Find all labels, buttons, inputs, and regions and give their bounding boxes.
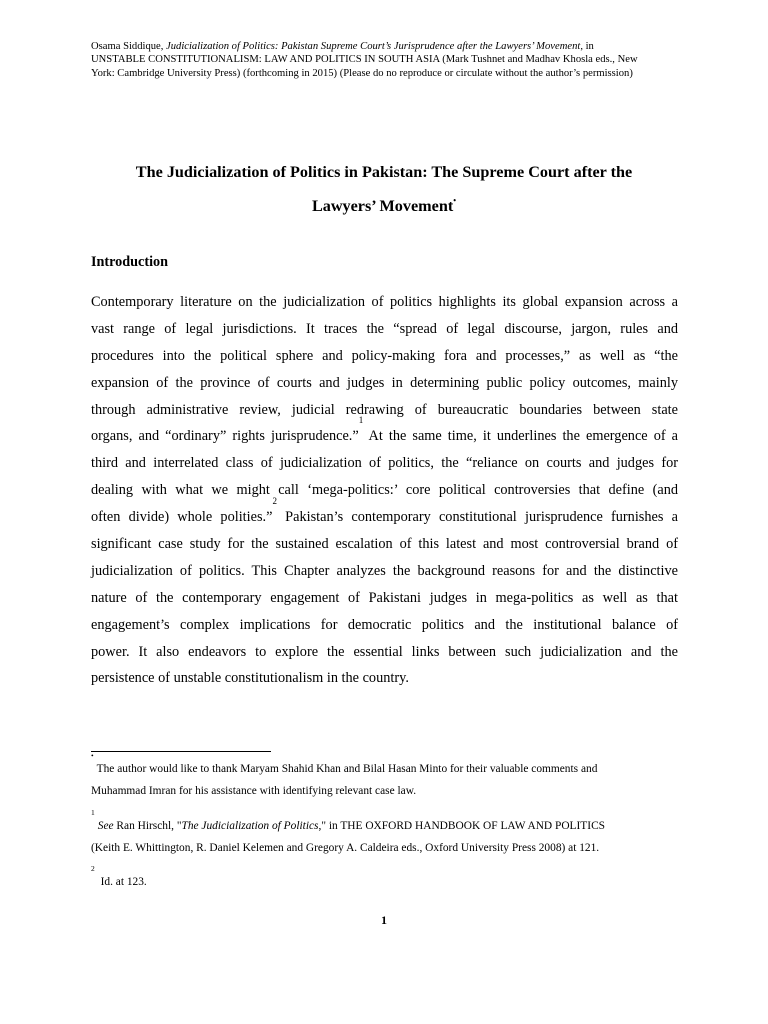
footnote-signal: See: [97, 820, 114, 832]
footnote-cited-title: The Judicialization of Politics: [181, 820, 319, 832]
footnote-author: Ran Hirschl, ": [113, 820, 182, 832]
body-line: persistence of unstable constitutionalism in the country.: [91, 670, 409, 687]
footnote-divider: [91, 751, 271, 752]
body-text-segment: At the same time, it underlines the emergence of a: [363, 428, 679, 445]
footnote-text: ," in THE OXFORD HANDBOOK OF LAW AND POLITICS: [318, 820, 605, 832]
citation-line-3: York: Cambridge University Press) (forthcoming in 2015) (Please do no reproduce or circulate without the author’s permission): [91, 67, 633, 79]
page-number: 1: [381, 913, 387, 927]
body-line: procedures into the political sphere and policy-making fora and processes,” as well as “the: [91, 347, 678, 364]
chapter-title-line-2-text: Lawyers’ Movement: [311, 197, 454, 215]
citation-line-2: UNSTABLE CONSTITUTIONALISM: LAW AND POLITICS IN SOUTH ASIA (Mark Tushnet and Madhav Khosla eds., New: [91, 54, 638, 66]
body-line: through administrative review, judicial redrawing of bureaucratic boundaries between state: [91, 401, 678, 418]
body-line: expansion of the province of courts and judges in determining public policy outcomes, mainly: [91, 374, 678, 391]
body-line: significant case study for the sustained escalation of this latest and most controversial brand of: [91, 536, 678, 553]
body-line: third and interrelated class of judicialization of politics, the “reliance on courts and judges for: [91, 455, 678, 472]
footnote-ref-1[interactable]: 1: [358, 415, 364, 426]
chapter-title-line-2: [60, 197, 708, 216]
body-line: engagement’s complex implications for democratic politics and the institutional balance of: [91, 616, 678, 633]
body-line: [91, 415, 679, 450]
footnote-marker: 2: [91, 864, 95, 873]
citation-line-1-tail: , in: [580, 41, 594, 52]
body-text-segment: Pakistan’s contemporary constitutional jurisprudence furnishes a: [276, 509, 678, 526]
footnote-text: The author would like to thank Maryam Shahid Khan and Bilal Hasan Minto for their valuable comments and: [96, 763, 598, 775]
citation-header: [91, 40, 681, 80]
citation-title: Judicialization of Politics: Pakistan Supreme Court’s Jurisprudence after the Lawyers’ Movement: [166, 41, 581, 52]
footnote-text: Id. at 123.: [97, 876, 147, 888]
footnote-2: [91, 864, 681, 893]
body-text-segment: often divide) whole polities.”: [91, 509, 273, 526]
footnote-1: [91, 808, 681, 859]
body-line: nature of the contemporary engagement of Pakistani judges in mega-politics as well as that: [91, 589, 678, 606]
footnote-marker: •: [91, 751, 94, 760]
citation-author: Osama Siddique,: [91, 41, 167, 52]
body-line: Contemporary literature on the judicialization of politics highlights its global expansion across a: [91, 294, 678, 310]
body-line: power. It also endeavors to explore the essential links between such judicialization and the: [91, 643, 678, 660]
footnote-line: Muhammad Imran for his assistance with identifying relevant case law.: [91, 785, 417, 797]
footnote-ref-2[interactable]: 2: [272, 496, 277, 507]
body-paragraph: [91, 289, 678, 692]
citation-line-1: [91, 40, 681, 53]
footnote-line: (Keith E. Whittington, R. Daniel Kelemen and Gregory A. Caldeira eds., Oxford University Press 2008) at 121.: [91, 842, 600, 854]
footnote-acknowledgement: [91, 751, 681, 802]
body-line: dealing with what we might call ‘mega-politics:’ core political controversies that define (and: [91, 482, 678, 499]
chapter-title-line-1: The Judicialization of Politics in Pakistan: The Supreme Court after the: [135, 163, 633, 181]
footnote-line: [91, 864, 681, 893]
body-line: judicialization of politics. This Chapter analyzes the background reasons for and the distinctive: [91, 562, 678, 579]
footnote-line: [91, 808, 681, 837]
footnote-marker: 1: [91, 808, 95, 817]
body-line: [91, 496, 678, 531]
title-footnote-marker: •: [453, 196, 457, 205]
section-heading: Introduction: [91, 254, 168, 270]
footnote-line: [91, 751, 681, 780]
body-line: vast range of legal jurisdictions. It traces the “spread of legal discourse, jargon, rules and: [91, 320, 678, 337]
body-text-segment: organs, and “ordinary” rights jurisprudence.”: [91, 428, 359, 445]
